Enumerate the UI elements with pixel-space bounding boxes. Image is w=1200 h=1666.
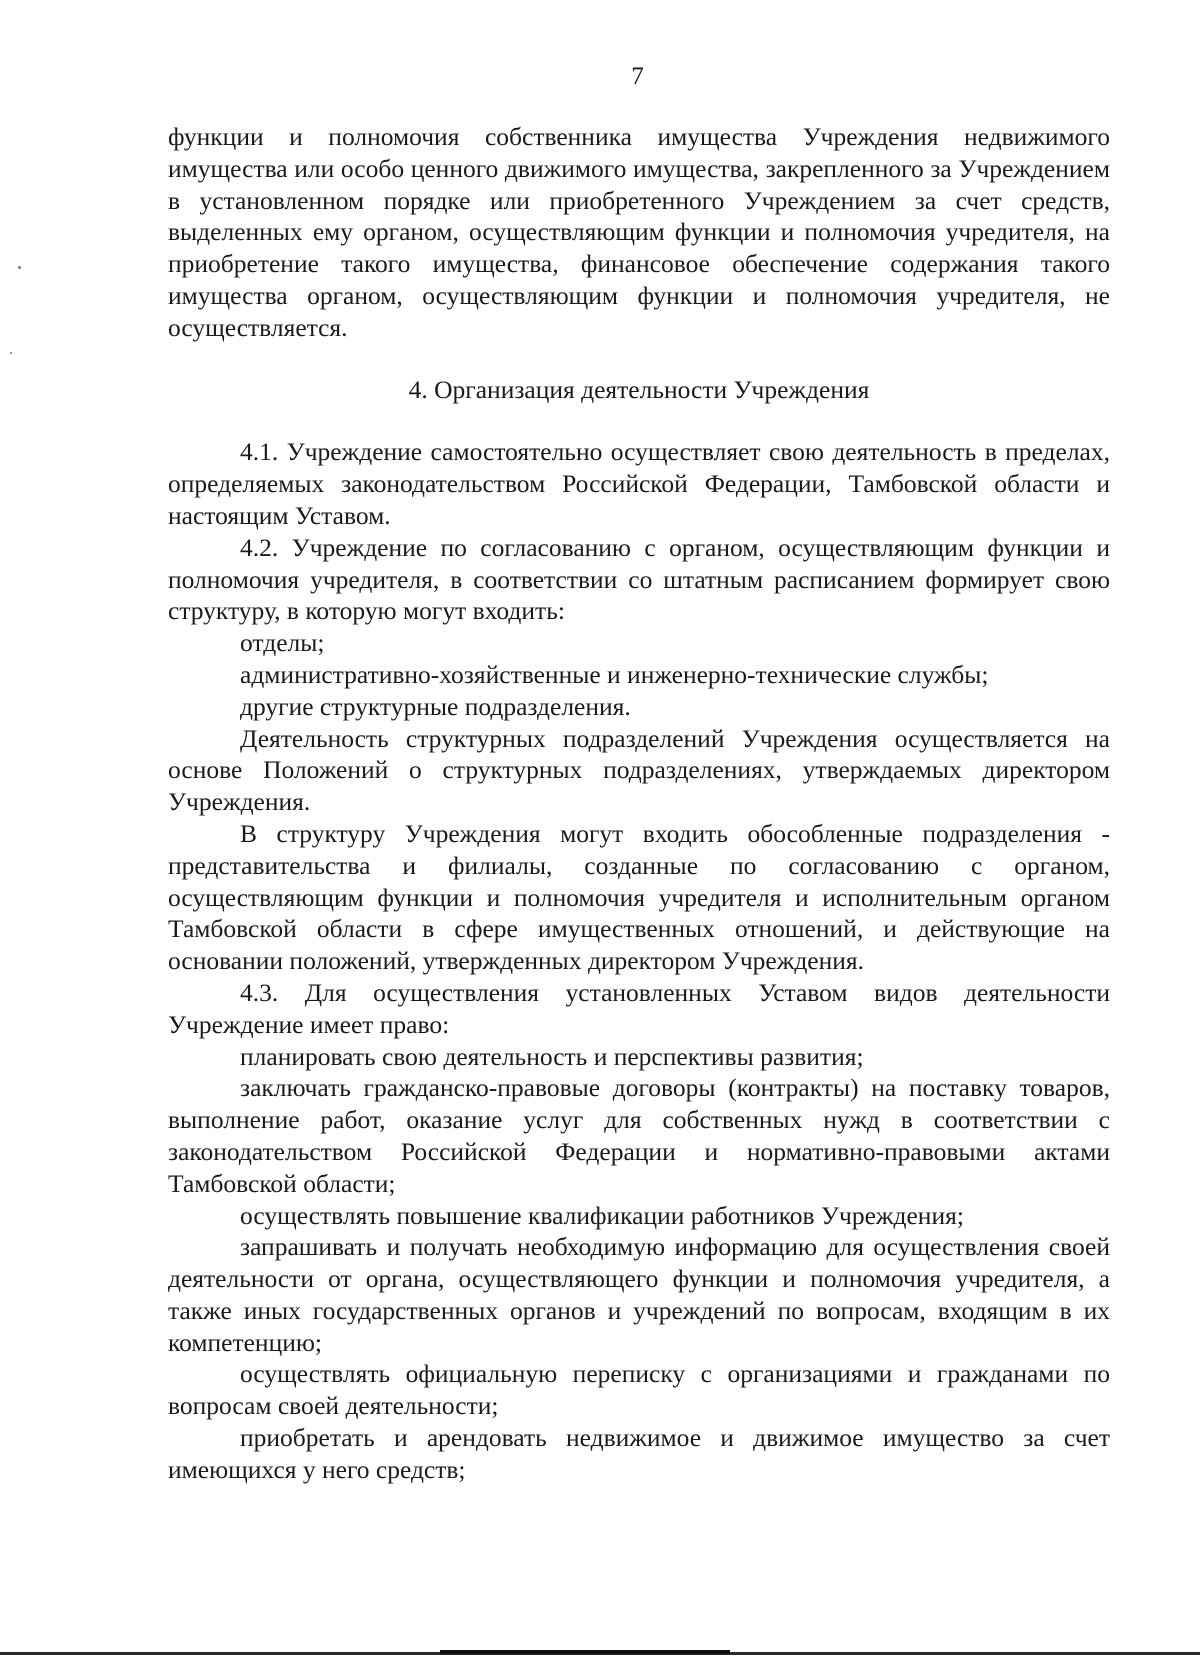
paragraph-4-3: 4.3. Для осуществления установленных Уставом видов деятельности Учреждение имеет право: bbox=[168, 977, 1110, 1039]
scan-speck bbox=[10, 352, 12, 354]
right-item: приобретать и арендовать недвижимое и движимое имущество за счет имеющихся у него средств; bbox=[168, 1423, 1110, 1484]
right-item: осуществлять официальную переписку с организациями и гражданами по вопросам своей деятельности; bbox=[168, 1359, 1110, 1421]
right-item: планировать свою деятельность и перспективы развития; bbox=[240, 1041, 864, 1071]
right-item: заключать гражданско-правовые договоры (контракты) на поставку товаров, выполнение работ, оказание услуг для собственных нужд в соответствии с законодательством Российской Федерации и нормативно-правовыми актами Тамбовской области; bbox=[168, 1073, 1110, 1198]
structure-paragraph-regulations: Деятельность структурных подразделений Учреждения осуществляется на основе Положений о структурных подразделениях, утверждаемых директором Учреждения. bbox=[168, 723, 1110, 817]
page-bottom-edge-dark bbox=[440, 1650, 730, 1654]
section-heading: 4. Организация деятельности Учреждения bbox=[408, 374, 870, 404]
structure-item-services: административно-хозяйственные и инженерно-технические службы; bbox=[240, 659, 989, 689]
right-item: запрашивать и получать необходимую информацию для осуществления своей деятельности от органа, осуществляющего функции и полномочия учредителя, а также иных государственных органов и учреждений по вопросам, входящим в их компетенцию; bbox=[168, 1232, 1110, 1357]
right-item: осуществлять повышение квалификации работников Учреждения; bbox=[240, 1200, 964, 1230]
intro-paragraph: функции и полномочия собственника имущества Учреждения недвижимого имущества или особо ценного движимого имущества, закрепленного за Учреждением в установленном порядке или приобретенного Учреждением за счет средств, выделенных ему органом, осуществляющим функции и полномочия учредителя, на приобретение такого имущества, финансовое обеспечение содержания такого имущества органом, осуществляющим функции и полномочия учредителя, не осуществляется. bbox=[168, 122, 1110, 342]
page-number: 7 bbox=[631, 63, 644, 90]
paragraph-4-2: 4.2. Учреждение по согласованию с органом, осуществляющим функции и полномочия учредителя, в соответствии со штатным расписанием формирует свою структуру, в которую могут входить: bbox=[168, 532, 1110, 626]
structure-item-other: другие структурные подразделения. bbox=[240, 691, 631, 721]
structure-paragraph-branches: В структуру Учреждения могут входить обособленные подразделения - представительства и филиалы, созданные по согласованию с органом, осуществляющим функции и полномочия учредителя и исполнительным органом Тамбовской области в сфере имущественных отношений, и действующие на основании положений, утвержденных директором Учреждения. bbox=[168, 818, 1110, 976]
structure-item-departments: отделы; bbox=[240, 628, 325, 658]
document-body bbox=[168, 121, 1110, 1486]
paragraph-4-1: 4.1. Учреждение самостоятельно осуществляет свою деятельность в пределах, определяемых законодательством Российской Федерации, Тамбовской области и настоящим Уставом. bbox=[168, 437, 1110, 530]
scan-speck bbox=[18, 266, 21, 269]
